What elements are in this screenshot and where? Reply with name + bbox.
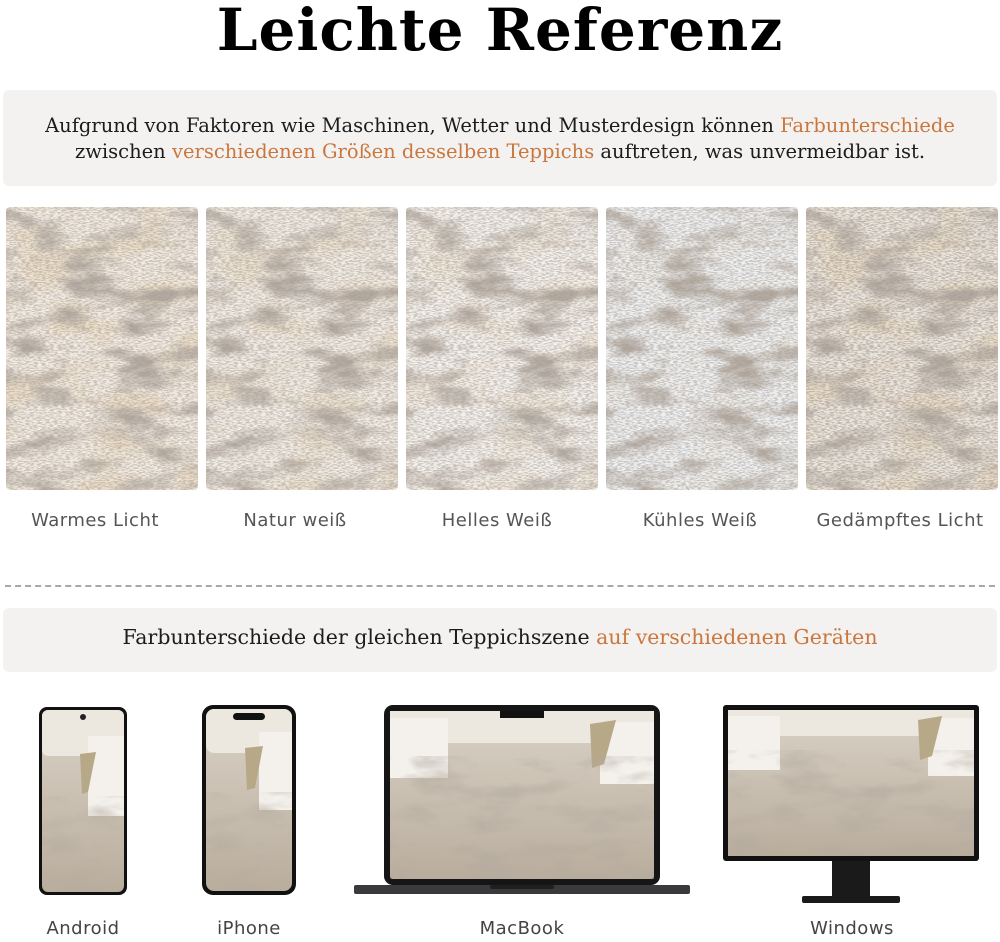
info-note-line-2 (0, 140, 1000, 163)
rug-swatch-natural-white (206, 207, 398, 490)
windows-monitor-icon (722, 704, 980, 908)
info-note-line-1 (0, 114, 1000, 137)
info-note-text: Aufgrund von Faktoren wie Maschinen, Wetter und Musterdesign können (45, 114, 781, 137)
page-title: Leichte Referenz (216, 0, 784, 64)
device-label-iphone: iPhone (217, 918, 281, 939)
devices-heading (0, 625, 1000, 649)
info-note-highlight: verschiedenen Größen desselben Teppichs (171, 140, 595, 163)
section-divider (5, 585, 995, 587)
swatch-label: Helles Weiß (441, 510, 553, 531)
rug-swatch-bright-white (406, 207, 598, 490)
info-note-text: zwischen (74, 140, 172, 163)
device-label-windows: Windows (810, 918, 894, 939)
swatch-label: Gedämpftes Licht (816, 510, 984, 531)
info-note-box (3, 90, 997, 186)
swatch-label: Warmes Licht (31, 510, 159, 531)
rug-swatch-cool-white (606, 207, 798, 490)
device-label-android: Android (46, 918, 120, 939)
info-note-highlight: Farbunterschiede (780, 114, 955, 137)
rug-swatch-warm-light (6, 207, 198, 490)
iphone-icon (201, 704, 297, 896)
android-phone-icon (38, 706, 128, 896)
device-label-macbook: MacBook (479, 918, 565, 939)
macbook-icon (354, 704, 690, 898)
devices-heading-text: Farbunterschiede der gleichen Teppichszene (122, 625, 597, 649)
swatch-label: Natur weiß (243, 510, 347, 531)
devices-heading-highlight: auf verschiedenen Geräten (596, 625, 878, 649)
info-note-text: auftreten, was unvermeidbar ist. (594, 140, 926, 163)
swatch-label: Kühles Weiß (642, 510, 758, 531)
rug-swatch-dimmed-light (806, 207, 998, 490)
